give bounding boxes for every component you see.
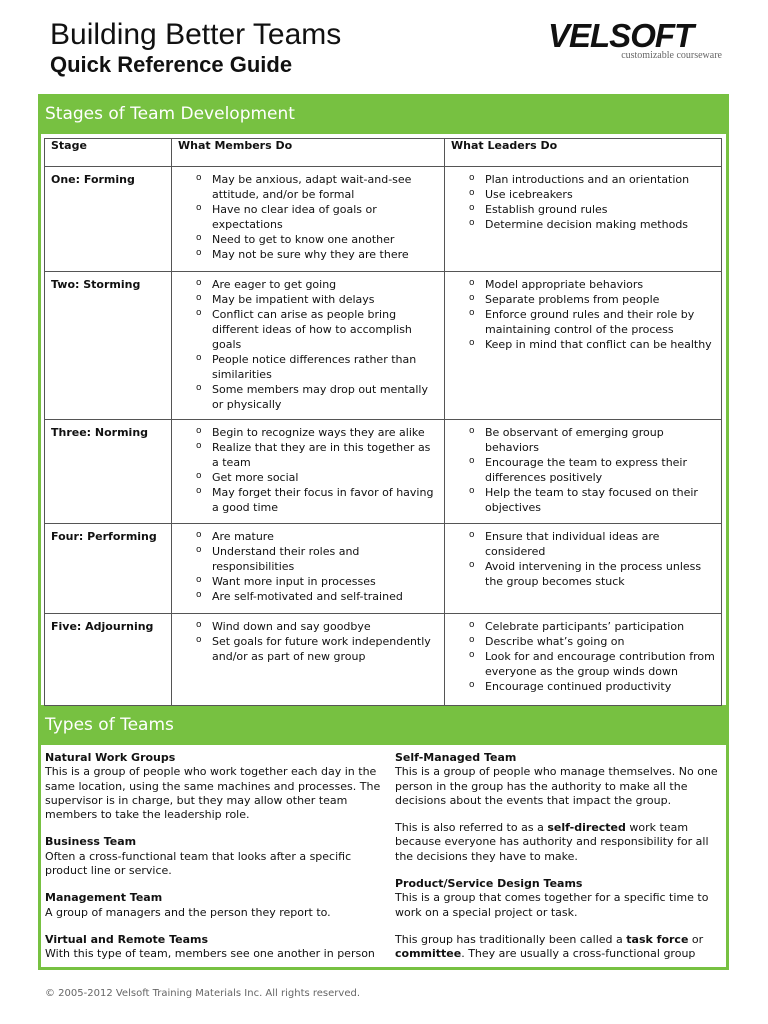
stages-table bbox=[44, 138, 722, 706]
types-heading: Types of Teams bbox=[41, 708, 726, 745]
column-header-members: What Members Do bbox=[172, 139, 445, 167]
product-design-teams-title: Product/Service Design Teams bbox=[395, 877, 583, 891]
members-cell bbox=[172, 420, 445, 524]
business-team-title: Business Team bbox=[45, 835, 137, 849]
natural-work-groups-text: This is a group of people who work together each day in the same location, using the same machines and processes. The supervisor is in charge, but they may allow other team members to take the leadership role. bbox=[45, 765, 381, 822]
leaders-list bbox=[451, 277, 715, 352]
page-title: Building Better Teams bbox=[50, 18, 342, 51]
task-force-text-c: . They are usually a cross-functional group bbox=[461, 947, 696, 961]
leader-bullet-item: o Celebrate participants’ participation bbox=[475, 619, 715, 634]
stage-row bbox=[45, 272, 722, 420]
members-list bbox=[178, 425, 438, 515]
product-design-teams-text: This is a group that comes together for a specific time to work on a special project or task. bbox=[395, 891, 709, 919]
leader-bullet-item: o Describe what’s going on bbox=[475, 634, 715, 649]
leaders-list bbox=[451, 529, 715, 589]
member-bullet-item: o Begin to recognize ways they are alike bbox=[202, 425, 438, 440]
leaders-list bbox=[451, 172, 715, 232]
member-bullet-item: o Are self-motivated and self-trained bbox=[202, 589, 438, 604]
types-right-column bbox=[395, 751, 725, 962]
logo-tagline: customizable courseware bbox=[621, 50, 722, 61]
stage-row bbox=[45, 167, 722, 272]
self-managed-team-title: Self-Managed Team bbox=[395, 751, 517, 764]
member-bullet-item: o Conflict can arise as people bring different ideas of how to accomplish goals bbox=[202, 307, 438, 352]
leader-bullet-item: o Establish ground rules bbox=[475, 202, 715, 217]
virtual-teams-text: With this type of team, members see one another in person bbox=[45, 947, 375, 961]
leaders-cell bbox=[445, 614, 722, 706]
stage-row bbox=[45, 614, 722, 706]
committee-term: committee bbox=[395, 947, 462, 961]
members-cell bbox=[172, 524, 445, 614]
member-bullet-item: o Have no clear idea of goals or expectations bbox=[202, 202, 438, 232]
members-cell bbox=[172, 167, 445, 272]
self-directed-text-a: This is also referred to as a bbox=[395, 821, 548, 835]
leader-bullet-item: o Encourage continued productivity bbox=[475, 679, 715, 694]
column-header-leaders: What Leaders Do bbox=[445, 139, 722, 167]
leader-bullet-item: o Determine decision making methods bbox=[475, 217, 715, 232]
member-bullet-item: o May be impatient with delays bbox=[202, 292, 438, 307]
copyright-footer: © 2005-2012 Velsoft Training Materials Inc. All rights reserved. bbox=[45, 988, 360, 999]
types-left-column bbox=[45, 751, 389, 962]
member-bullet-item: o May be anxious, adapt wait-and-see attitude, and/or be formal bbox=[202, 172, 438, 202]
self-directed-text-b: work team because everyone has authority and responsibility for all the decisions they have to make. bbox=[395, 821, 709, 863]
members-cell bbox=[172, 272, 445, 420]
stages-heading: Stages of Team Development bbox=[41, 97, 726, 134]
leaders-cell bbox=[445, 272, 722, 420]
types-section bbox=[38, 708, 729, 970]
leaders-cell bbox=[445, 420, 722, 524]
stage-row bbox=[45, 524, 722, 614]
member-bullet-item: o Are mature bbox=[202, 529, 438, 544]
member-bullet-item: o People notice differences rather than similarities bbox=[202, 352, 438, 382]
leader-bullet-item: o Look for and encourage contribution from everyone as the group winds down bbox=[475, 649, 715, 679]
business-team-text: Often a cross-functional team that looks after a specific product line or service. bbox=[45, 849, 352, 878]
stage-row bbox=[45, 420, 722, 524]
member-bullet-item: o May not be sure why they are there bbox=[202, 247, 438, 262]
leader-bullet-item: o Separate problems from people bbox=[475, 292, 715, 307]
member-bullet-item: o Set goals for future work independently and/or as part of new group bbox=[202, 634, 438, 664]
logo-wordmark: VELSOFT bbox=[548, 17, 694, 54]
stage-name: Three: Norming bbox=[45, 420, 172, 524]
stage-name: Five: Adjourning bbox=[45, 614, 172, 706]
natural-work-groups-title: Natural Work Groups bbox=[45, 751, 176, 764]
stages-body bbox=[45, 167, 722, 706]
stages-header-row bbox=[45, 139, 722, 167]
members-list bbox=[178, 529, 438, 604]
management-team-text: A group of managers and the person they report to. bbox=[45, 905, 331, 919]
self-managed-team-text: This is a group of people who manage themselves. No one person in the group has the authority to make all the decisions about the events that impact the group. bbox=[395, 765, 718, 807]
leader-bullet-item: o Avoid intervening in the process unless the group becomes stuck bbox=[475, 559, 715, 589]
virtual-teams-title: Virtual and Remote Teams bbox=[45, 932, 209, 946]
stage-name: Two: Storming bbox=[45, 272, 172, 420]
members-cell bbox=[172, 614, 445, 706]
leader-bullet-item: o Enforce ground rules and their role by maintaining control of the process bbox=[475, 307, 715, 337]
management-team-title: Management Team bbox=[45, 891, 163, 905]
member-bullet-item: o Want more input in processes bbox=[202, 574, 438, 589]
members-list bbox=[178, 277, 438, 412]
page-subtitle: Quick Reference Guide bbox=[50, 52, 293, 77]
leaders-cell bbox=[445, 167, 722, 272]
leader-bullet-item: o Model appropriate behaviors bbox=[475, 277, 715, 292]
member-bullet-item: o Are eager to get going bbox=[202, 277, 438, 292]
column-header-stage: Stage bbox=[45, 139, 172, 167]
member-bullet-item: o Some members may drop out mentally or physically bbox=[202, 382, 438, 412]
task-force-text-a: This group has traditionally been called a bbox=[395, 932, 627, 946]
stage-name: Four: Performing bbox=[45, 524, 172, 614]
leaders-cell bbox=[445, 524, 722, 614]
task-force-term: task force bbox=[626, 932, 689, 946]
member-bullet-item: o Realize that they are in this together as a team bbox=[202, 440, 438, 470]
self-directed-paragraph bbox=[395, 821, 725, 864]
page-header bbox=[50, 18, 341, 78]
leader-bullet-item: o Ensure that individual ideas are considered bbox=[475, 529, 715, 559]
members-list bbox=[178, 619, 438, 664]
leader-bullet-item: o Plan introductions and an orientation bbox=[475, 172, 715, 187]
leaders-list bbox=[451, 619, 715, 694]
self-directed-term: self-directed bbox=[547, 821, 626, 835]
task-force-text-b: or bbox=[688, 932, 704, 946]
task-force-paragraph bbox=[395, 933, 725, 962]
member-bullet-item: o Understand their roles and responsibilities bbox=[202, 544, 438, 574]
leader-bullet-item: o Encourage the team to express their differences positively bbox=[475, 455, 715, 485]
member-bullet-item: o May forget their focus in favor of having a good time bbox=[202, 485, 438, 515]
stage-name: One: Forming bbox=[45, 167, 172, 272]
leader-bullet-item: o Keep in mind that conflict can be healthy bbox=[475, 337, 715, 352]
velsoft-logo bbox=[548, 18, 726, 61]
leader-bullet-item: o Use icebreakers bbox=[475, 187, 715, 202]
member-bullet-item: o Get more social bbox=[202, 470, 438, 485]
member-bullet-item: o Need to get to know one another bbox=[202, 232, 438, 247]
member-bullet-item: o Wind down and say goodbye bbox=[202, 619, 438, 634]
stages-section bbox=[38, 94, 729, 708]
leaders-list bbox=[451, 425, 715, 515]
leader-bullet-item: o Be observant of emerging group behaviors bbox=[475, 425, 715, 455]
members-list bbox=[178, 172, 438, 262]
types-content bbox=[45, 745, 724, 965]
leader-bullet-item: o Help the team to stay focused on their objectives bbox=[475, 485, 715, 515]
